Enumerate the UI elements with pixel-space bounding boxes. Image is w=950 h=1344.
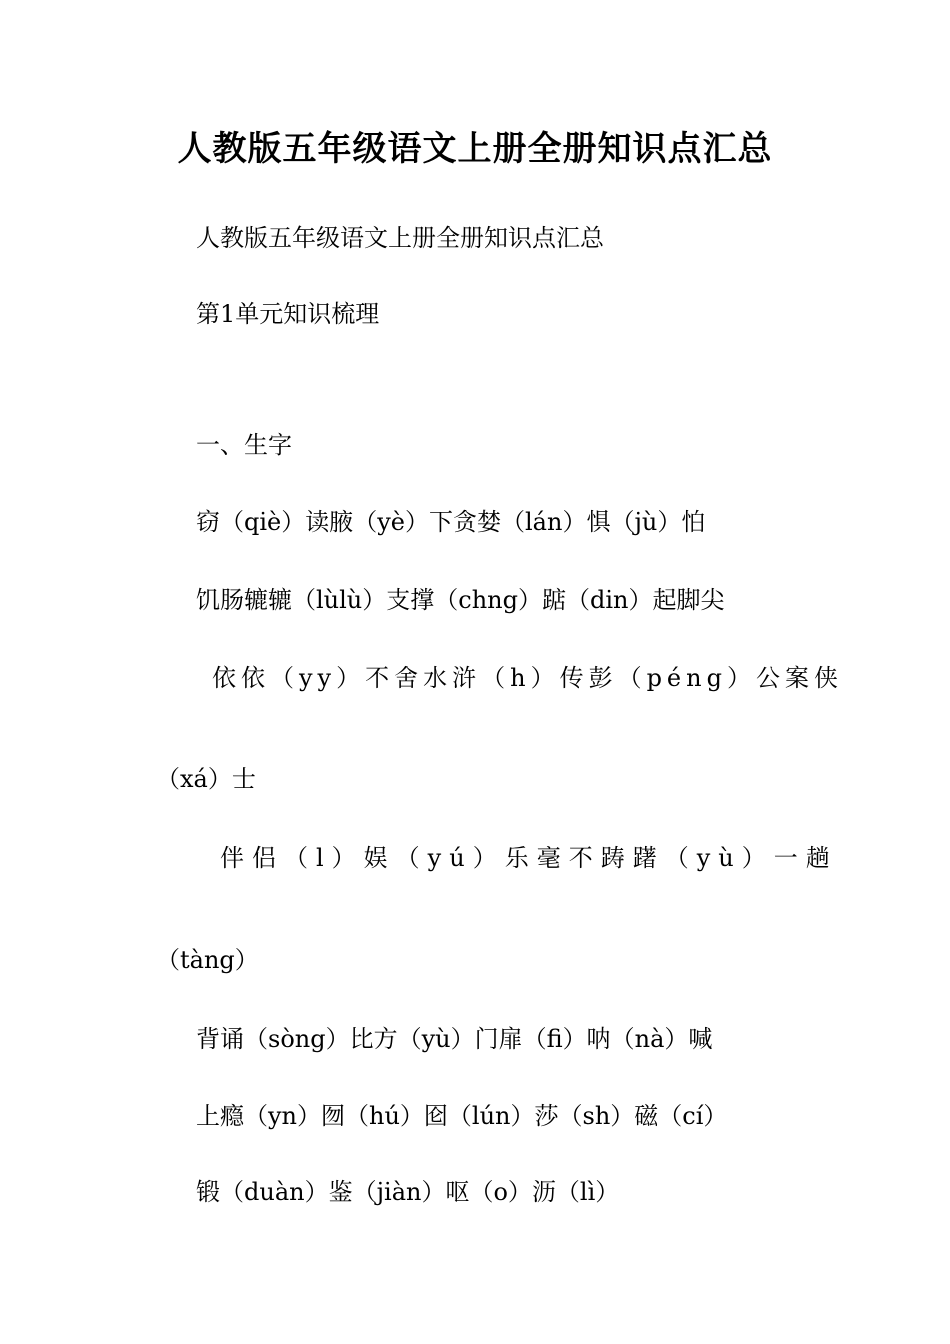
vocab-line: 窃（qiè）读腋（yè）下贪婪（lán）惧（jù）怕 [196, 508, 706, 536]
vocab-line-continuation: （xá）士 [156, 765, 256, 793]
vocab-line: 饥肠辘辘（lùlù）支撑（chng）踮（din）起脚尖 [196, 586, 725, 614]
vocab-line: 锻（duàn）鉴（jiàn）呕（o）沥（lì） [196, 1178, 620, 1206]
vocab-line: 依依（yy）不舍水浒（h）传彭（péng）公案侠 [212, 664, 843, 692]
vocab-line-continuation: （tàng） [156, 946, 259, 974]
vocab-line: 伴侣（l）娱（yú）乐毫不踌躇（yù）一趟 [220, 844, 838, 872]
vocab-line: 上瘾（yn）囫（hú）囵（lún）莎（sh）磁（cí） [196, 1102, 728, 1130]
subtitle-line: 人教版五年级语文上册全册知识点汇总 [196, 224, 604, 252]
section-heading: 一、生字 [196, 431, 292, 459]
document-title: 人教版五年级语文上册全册知识点汇总 [177, 129, 773, 169]
vocab-line: 背诵（sòng）比方（yù）门扉（fi）呐（nà）喊 [196, 1025, 713, 1053]
unit-heading: 第1单元知识梳理 [196, 300, 380, 328]
